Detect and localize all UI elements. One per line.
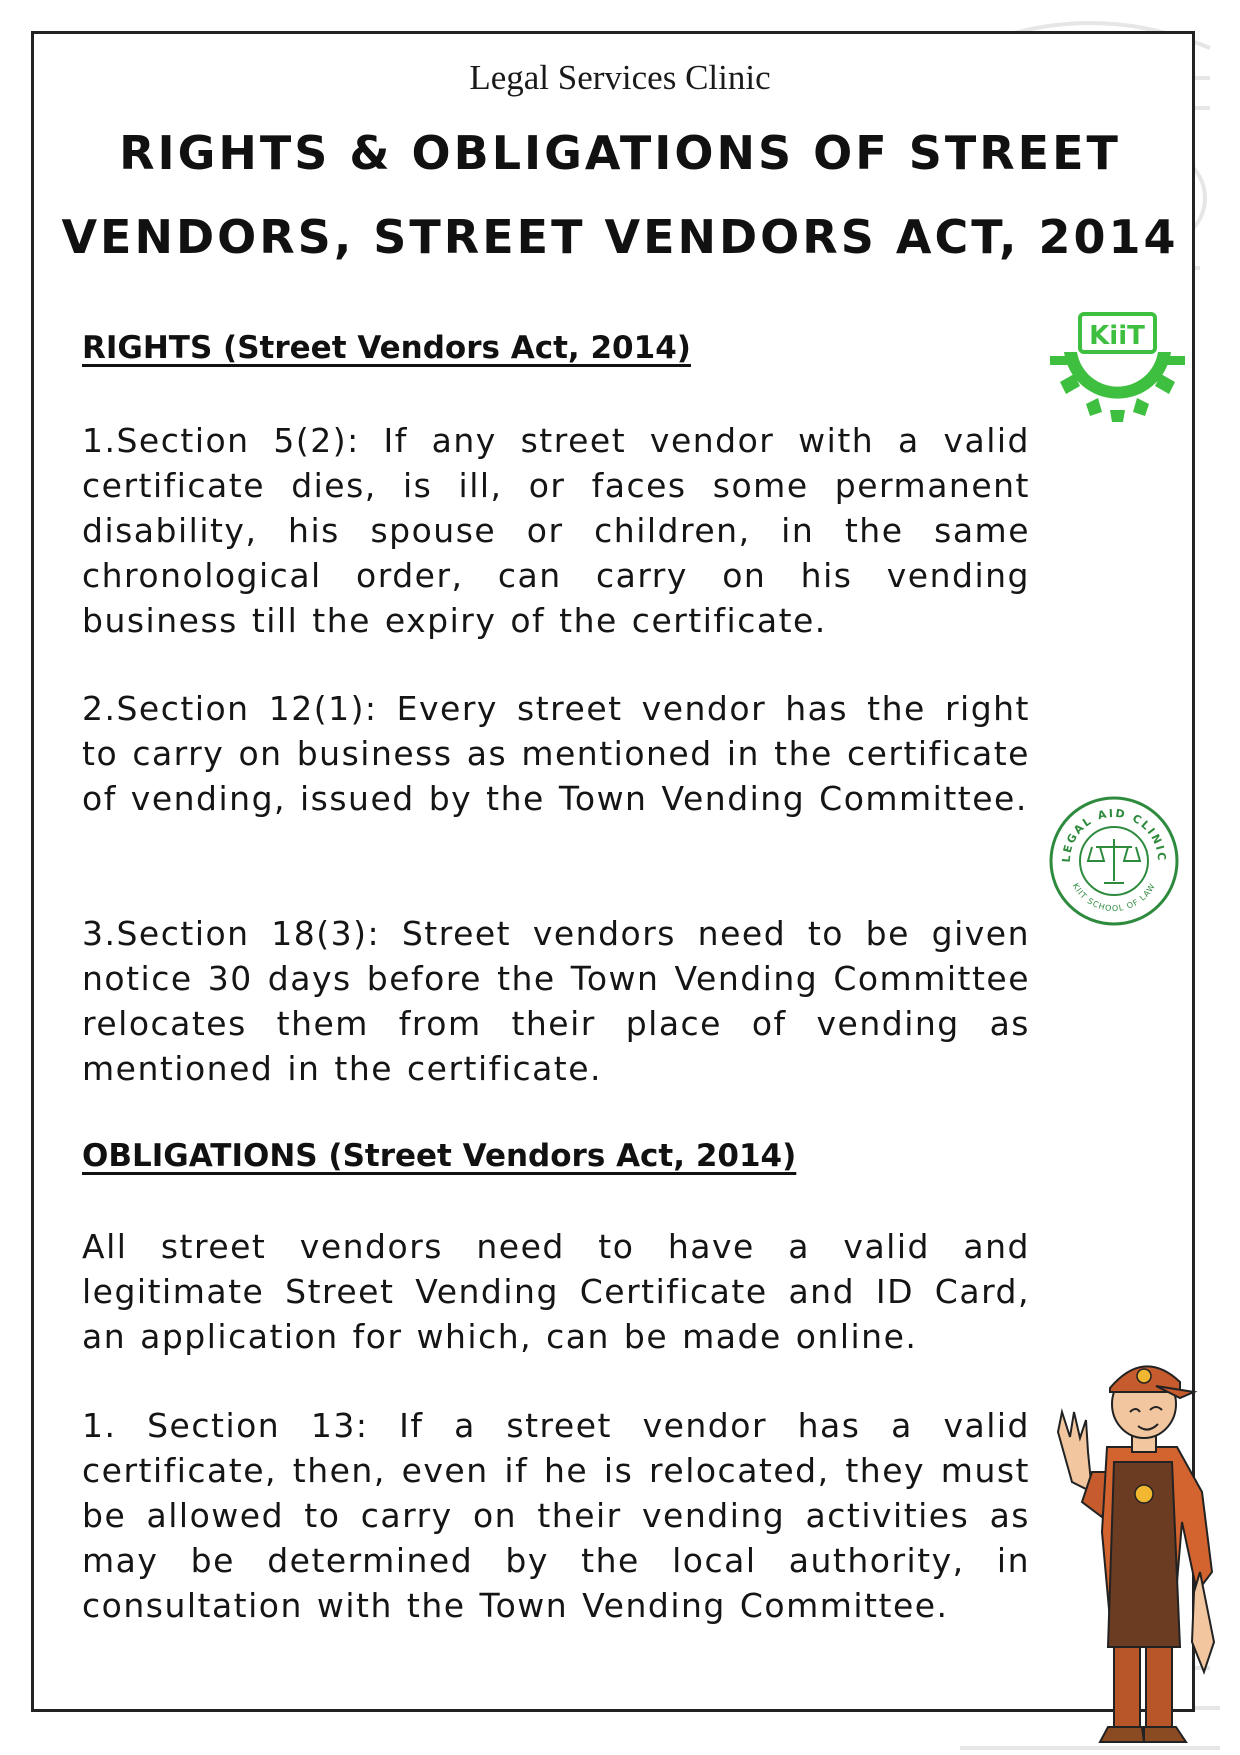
kiit-logo-text: KiiT bbox=[1089, 321, 1145, 351]
obligations-heading: OBLIGATIONS (Street Vendors Act, 2014) bbox=[82, 1138, 797, 1174]
seal-text-bottom: KIIT SCHOOL OF LAW bbox=[1070, 881, 1158, 914]
title-line-1: RIGHTS & OBLIGATIONS OF STREET bbox=[119, 126, 1121, 180]
obligations-intro: All street vendors need to have a valid and legitimate Street Vending Certificate and ID Card, an application for which, can be made online. bbox=[82, 1227, 1030, 1356]
street-vendor-illustration-icon bbox=[1052, 1342, 1222, 1747]
seal-text-top: LEGAL AID CLINIC bbox=[1059, 806, 1169, 863]
kiit-logo-icon bbox=[1050, 312, 1185, 422]
rights-item-3: 3.Section 18(3): Street vendors need to be given notice 30 days before the Town Vending Committee relocates them from their place of vending as mentioned in the certificate. bbox=[82, 914, 1030, 1088]
org-name: Legal Services Clinic bbox=[469, 58, 771, 97]
rights-heading: RIGHTS (Street Vendors Act, 2014) bbox=[82, 330, 691, 366]
rights-item-1: 1.Section 5(2): If any street vendor with a valid certificate dies, is ill, or faces some permanent disability, his spouse or children, in the same chronological order, can carry on his vending business till the expiry of the certificate. bbox=[82, 421, 1030, 640]
rights-item-2: 2.Section 12(1): Every street vendor has the right to carry on business as mentioned in the certificate of vending, issued by the Town Vending Committee. bbox=[82, 689, 1030, 818]
legal-aid-clinic-seal-icon bbox=[1048, 795, 1180, 927]
obligations-item-1: 1. Section 13: If a street vendor has a valid certificate, then, even if he is relocated, they must be allowed to carry on their vending activities as may be determined by the local authority, in consultation with the Town Vending Committee. bbox=[82, 1406, 1030, 1625]
title-line-2: VENDORS, STREET VENDORS ACT, 2014 bbox=[61, 210, 1179, 264]
